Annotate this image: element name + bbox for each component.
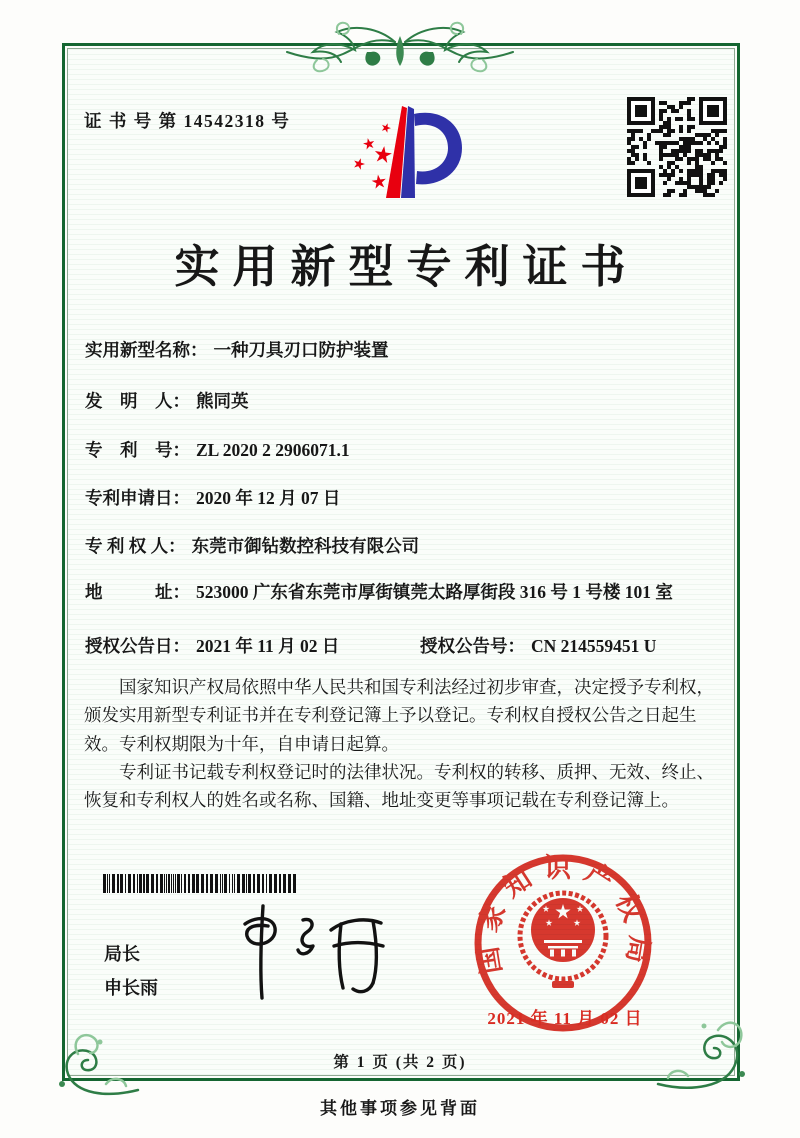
field-label: 实用新型名称： [85,340,208,360]
field-row-utility-model-name [85,338,730,363]
legal-paragraph-2: 专利证书记载专利权登记时的法律状况。专利权的转移、质押、无效、终止、恢复和专利权人的姓名或名称、国籍、地址变更等事项记载在专利登记簿上。 [84,762,714,811]
logo-stars [352,122,393,189]
field-label: 授权公告号： [420,636,525,656]
legal-paragraph-1: 国家知识产权局依照中华人民共和国专利法经过初步审查，决定授予专利权，颁发实用新型专利证书并在专利登记簿上予以登记。专利权自授权公告之日起生效。专利权期限为十年，自申请日起算。 [84,677,714,754]
field-label: 发 明 人： [85,391,190,411]
field-row-inventor [85,389,730,414]
field-row-patentee [85,534,730,559]
director-name: 申长雨 [104,978,158,998]
field-value: CN 214559451 U [531,636,657,656]
qr-code [627,97,727,197]
seal-ring-text: 国家知识产权局 [471,852,655,977]
page-indicator: 第 1 页 (共 2 页) [333,1054,467,1071]
field-value: 2021 年 11 月 02 日 [196,636,340,656]
seal-date: 2021 年 11 月 02 日 [487,1009,643,1028]
field-label: 专 利 号： [85,440,190,460]
field-label: 专利申请日： [85,488,190,508]
flourish-center-leaf [396,36,404,66]
field-label: 授权公告日： [85,636,190,656]
field-row-filing-date [85,486,730,511]
field-row-grant [85,634,730,659]
field-row-address [85,580,730,605]
field-value: 一种刀具刃口防护装置 [213,340,389,360]
field-value: 523000 广东省东莞市厚街镇莞太路厚街段 316 号 1 号楼 101 室 [196,582,673,602]
field-pair-grant-number [420,634,656,659]
director-title: 局长 [104,944,140,964]
seal-national-emblem [520,893,606,988]
legal-text [84,673,726,815]
logo-p-bowl [414,113,462,185]
field-label: 专 利 权 人： [85,536,186,556]
field-row-patent-number [85,438,730,463]
barcode [103,874,300,893]
certificate-title: 实用新型专利证书 [174,242,639,292]
border-flourish-top [283,12,517,76]
field-value: 东莞市御钻数控科技有限公司 [191,536,420,556]
field-value: 熊同英 [196,391,249,411]
director-signature [205,898,405,1006]
cnipa-logo-icon [336,92,468,206]
back-side-note: 其他事项参见背面 [320,1099,480,1118]
field-value: 2020 年 12 月 07 日 [196,488,341,508]
field-value: ZL 2020 2 2906071.1 [196,440,350,460]
certificate-number: 证 书 号 第 14542318 号 [84,111,291,131]
field-label: 地 址： [85,582,190,602]
